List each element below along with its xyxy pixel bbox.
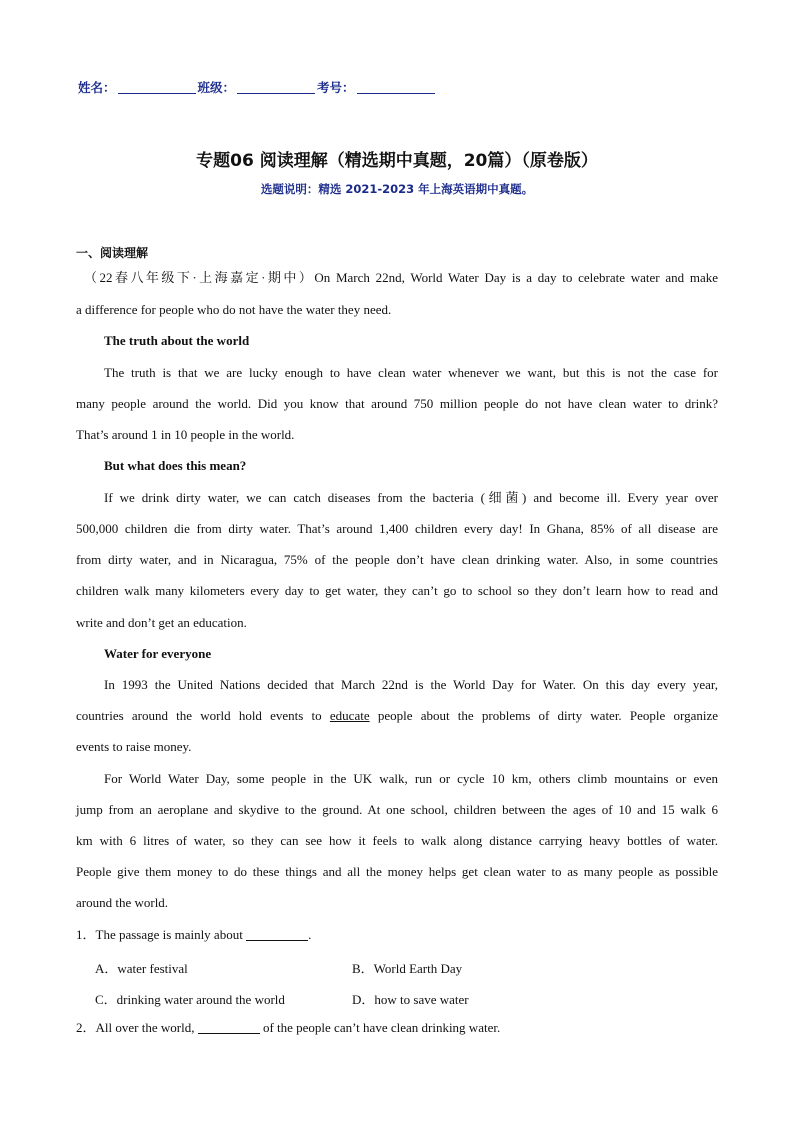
question-1: 1．The passage is mainly about . [76, 927, 312, 942]
underlined-word: educate [329, 708, 370, 723]
p4-line-1: For World Water Day, some people in the UK walk, run or cycle 10 km, others climb mountains or even [104, 771, 718, 786]
p2-line-5: write and don’t get an education. [76, 615, 247, 630]
question-1-blank[interactable] [246, 928, 308, 941]
p2-line-3: from dirty water, and in Nicaragua, 75% of the people don’t have clean drinking water. Also, in some countries [76, 552, 718, 567]
class-blank[interactable] [237, 81, 315, 94]
p3-line-2: countries around the world hold events to educate people about the problems of dirty water. People organize [76, 708, 719, 723]
p1-line-1: The truth is that we are lucky enough to have clean water whenever we want, but this is not the case for [104, 365, 718, 380]
p1-line-2: many people around the world. Did you know that around 750 million people do not have clean water to drink? [76, 396, 718, 411]
q1-option-a[interactable]: A．water festival [95, 961, 188, 976]
p3-line-3: events to raise money. [76, 739, 192, 754]
name-blank[interactable] [118, 81, 196, 94]
p4-line-3: km with 6 litres of water, so they can see how it feels to walk along distance carrying heavy bottles of water. [76, 833, 718, 848]
section-heading: 一、阅读理解 [76, 246, 149, 260]
p4-line-4: People give them money to do these things and all the money helps get clean water to as many people as possible [76, 864, 718, 879]
p2-line-2: 500,000 children die from dirty water. That’s around 1,400 children every day! In Ghana, 85% of all disease are [76, 521, 718, 536]
heading-meaning: But what does this mean? [104, 458, 247, 473]
p3-line-1: In 1993 the United Nations decided that March 22nd is the World Day for Water. On this day every year, [104, 677, 718, 692]
passage-intro-line-2: a difference for people who do not have the water they need. [76, 302, 392, 317]
p1-line-3: That’s around 1 in 10 people in the world. [76, 427, 295, 442]
question-2-number: 2． [76, 1020, 96, 1035]
student-info-line [78, 78, 437, 96]
p4-line-5: around the world. [76, 895, 169, 910]
p2-line-4: children walk many kilometers every day to get water, they can’t go to school so they don’t learn how to read and [76, 583, 718, 598]
question-2: 2．All over the world, of the people can’t have clean drinking water. [76, 1020, 501, 1035]
question-2-blank[interactable] [198, 1021, 260, 1034]
p4-line-2: jump from an aeroplane and skydive to the ground. At one school, children between the ages of 10 and 15 walk 6 [76, 802, 718, 817]
id-label: 考号： [317, 80, 355, 95]
q1-option-b[interactable]: B．World Earth Day [352, 961, 463, 976]
question-1-number: 1． [76, 927, 96, 942]
passage-intro-line-1: （22春八年级下·上海嘉定·期中）On March 22nd, World Water Day is a day to celebrate water and make [84, 270, 718, 285]
q1-option-d[interactable]: D．how to save water [352, 992, 469, 1007]
q1-option-c[interactable]: C．drinking water around the world [95, 992, 285, 1007]
passage-source: （22春八年级下·上海嘉定·期中） [84, 270, 315, 285]
heading-truth: The truth about the world [104, 333, 250, 348]
p2-line-1: If we drink dirty water, we can catch diseases from the bacteria (细菌) and become ill. Every year over [104, 490, 718, 505]
name-label: 姓名： [78, 80, 116, 95]
class-label: 班级： [197, 80, 236, 95]
page-title: 专题06 阅读理解（精选期中真题，20篇）（原卷版） [196, 151, 598, 171]
heading-everyone: Water for everyone [104, 646, 212, 661]
page-subtitle: 选题说明：精选 2021-2023 年上海英语期中真题。 [260, 182, 534, 196]
id-blank[interactable] [357, 81, 435, 94]
